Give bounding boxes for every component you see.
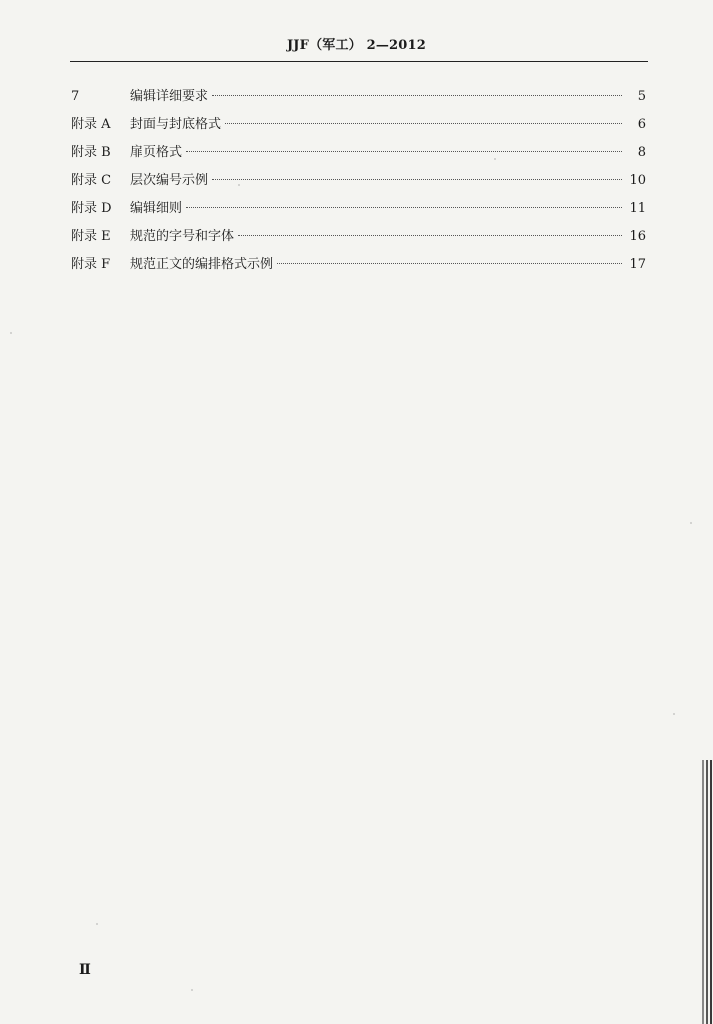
footer-page-number: Ⅱ	[79, 962, 91, 978]
toc-leader-dots	[238, 235, 622, 236]
toc-entry	[71, 227, 646, 255]
toc-entry-title: 编辑细则	[130, 201, 183, 216]
scan-edge-line	[710, 760, 712, 1024]
toc-entry-title: 编辑详细要求	[130, 89, 209, 104]
toc-page-number: 16	[629, 229, 646, 244]
scan-speck	[494, 158, 496, 160]
toc-entry	[71, 87, 646, 115]
toc-page-number: 10	[629, 173, 646, 188]
toc-entry-label: 7	[71, 89, 80, 104]
toc-entry	[71, 255, 646, 283]
toc-entry-title: 层次编号示例	[130, 173, 209, 188]
toc-entry-label: 附录 E	[71, 229, 111, 244]
scan-speck	[10, 332, 12, 334]
table-of-contents	[71, 87, 646, 283]
scan-speck	[96, 923, 98, 925]
scan-edge-line	[706, 760, 708, 1024]
toc-leader-dots	[212, 179, 622, 180]
toc-page-number: 8	[637, 145, 646, 160]
scan-speck	[690, 522, 692, 524]
scan-speck	[673, 713, 675, 715]
toc-leader-dots	[186, 207, 622, 208]
toc-leader-dots	[212, 95, 622, 96]
toc-entry	[71, 171, 646, 199]
toc-page-number: 17	[629, 257, 646, 272]
toc-entry-title: 规范正文的编排格式示例	[130, 257, 274, 272]
toc-entry-label: 附录 C	[71, 173, 112, 188]
toc-leader-dots	[225, 123, 622, 124]
document-header: JJF（军工） 2—2012	[286, 38, 427, 53]
toc-page-number: 5	[637, 89, 646, 104]
toc-entry-label: 附录 F	[71, 257, 111, 272]
toc-entry	[71, 115, 646, 143]
toc-entry-title: 扉页格式	[130, 145, 183, 160]
scan-speck	[238, 184, 240, 186]
toc-leader-dots	[186, 151, 622, 152]
toc-leader-dots	[277, 263, 622, 264]
toc-entry-title: 封面与封底格式	[130, 117, 222, 132]
toc-entry-label: 附录 A	[71, 117, 111, 132]
toc-entry	[71, 199, 646, 227]
scan-edge-artifact	[703, 0, 713, 1024]
toc-page-number: 6	[637, 117, 646, 132]
header-rule	[70, 61, 648, 62]
toc-entry-label: 附录 D	[71, 201, 112, 216]
scan-edge-line	[702, 760, 704, 1024]
toc-entry-label: 附录 B	[71, 145, 111, 160]
toc-page-number: 11	[629, 201, 646, 216]
scan-speck	[191, 989, 193, 991]
toc-entry	[71, 143, 646, 171]
toc-entry-title: 规范的字号和字体	[130, 229, 235, 244]
